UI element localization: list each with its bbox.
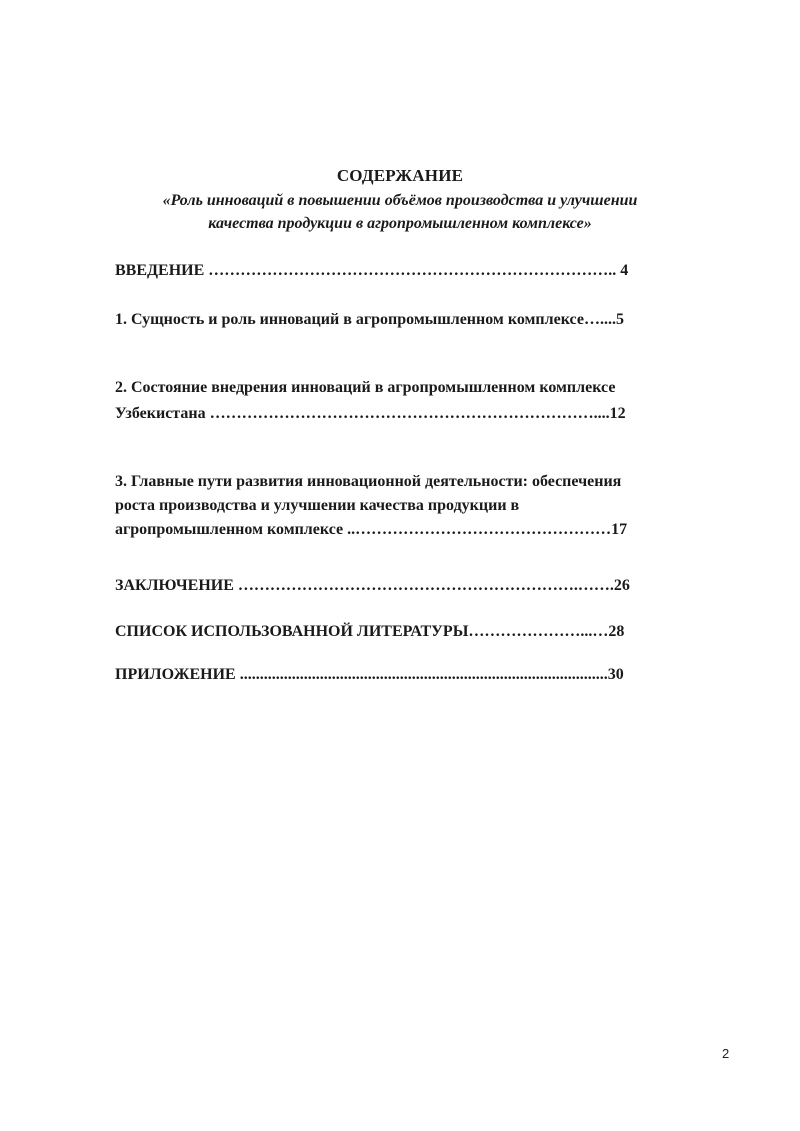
toc-entry-references: СПИСОК ИСПОЛЬЗОВАННОЙ ЛИТЕРАТУРЫ…………………...…28 (115, 623, 625, 640)
toc-entry-chapter-1: 1. Сущность и роль инноваций в агропромышленном комплексе…....5 (115, 311, 624, 328)
document-subtitle (0, 189, 800, 235)
toc-heading: СОДЕРЖАНИЕ (336, 166, 464, 185)
toc-entry-chapter-2-line-2: Узбекистана ………………………………………………………………....12 (115, 405, 626, 422)
toc-entry-introduction: ВВЕДЕНИЕ ………………………………………………………………….. 4 (115, 262, 629, 279)
toc-entry-chapter-3-line-2: роста производства и улучшении качества продукции в (115, 497, 520, 514)
subtitle-line-2: качества продукции в агропромышленном комплексе» (208, 215, 592, 232)
toc-entry-conclusion: ЗАКЛЮЧЕНИЕ ……………………………………………………….…….26 (115, 577, 630, 594)
page-number: 2 (722, 1046, 730, 1061)
toc-entry-chapter-2-line-1: 2. Состояние внедрения инноваций в агропромышленном комплексе (115, 379, 616, 396)
subtitle-line-1: «Роль инноваций в повышении объёмов производства и улучшении (162, 192, 638, 209)
toc-entry-chapter-3-line-1: 3. Главные пути развития инновационной деятельности: обеспечения (115, 473, 622, 490)
toc-entry-chapter-3-line-3: агропромышленном комплексе ..…………………………………………17 (115, 521, 628, 538)
toc-entry-appendix: ПРИЛОЖЕНИЕ ............................................................................................30 (115, 666, 624, 683)
